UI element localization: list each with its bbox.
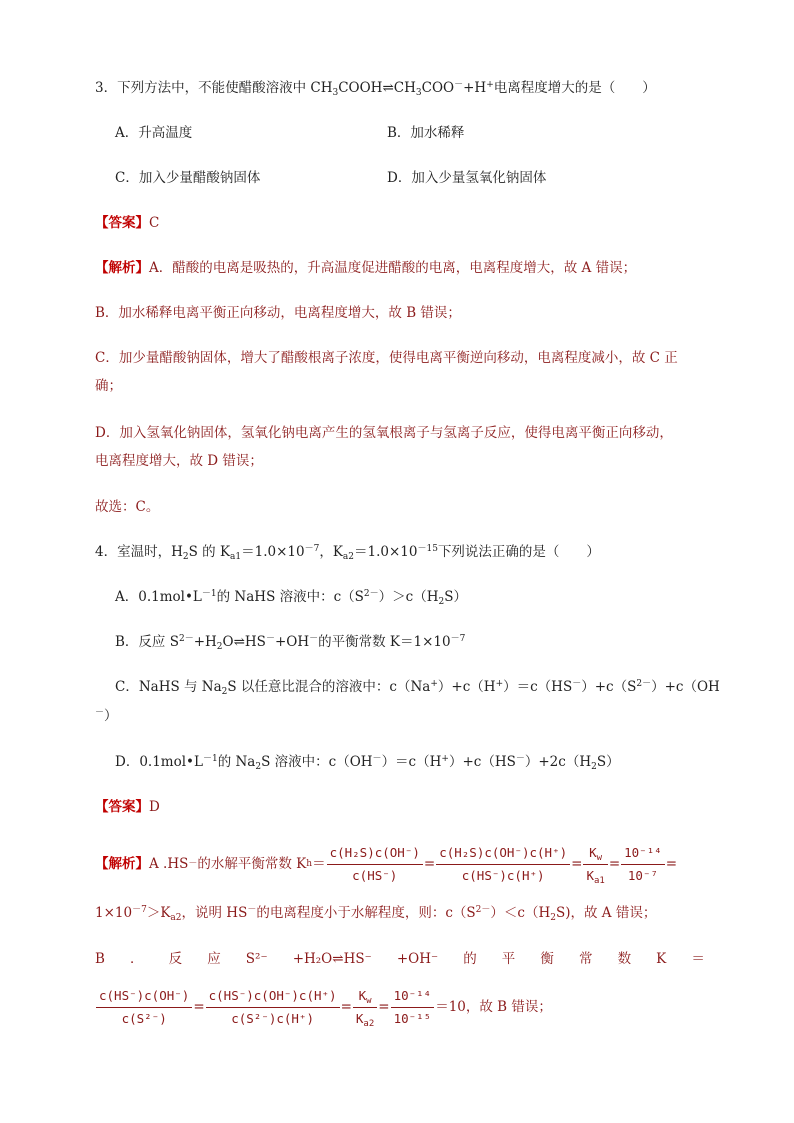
q3-analysis-d: D．加入氢氧化钠固体，氢氧化钠电离产生的氢氧根离子与氢离子反应，使得电离平衡正向移动，: [95, 425, 673, 441]
fraction-numeric-2: $\frac{\text{10⁻¹⁴}}{\text{10⁻¹⁵}}$: [391, 987, 435, 1028]
q4-option-c: C．NaHS 与 $Na_2S$ 以任意比混合的溶液中：$c(Na^+)+c(H^+)=c(HS^-)+c(S^{2-})+c(OH$: [115, 679, 720, 697]
q4-option-d: D．$0.1mol•L^{-1}$的 $Na_2S$ 溶液中：$c(OH^-)=c(H^+)+c(HS^-)+2c(H_2S)$: [115, 754, 620, 772]
q4-option-a: A．$0.1mol•L^{-1}$的 NaHS 溶液中：$c(S^{2-})>c(H_2S)$: [115, 589, 467, 607]
q3-analysis-d-cont: 电离程度增大，故 D 错误；: [95, 453, 263, 469]
q3-option-b: B．加水稀释: [387, 125, 465, 141]
q4-analysis-b-formula: $\frac{c(HS^-)c(OH^-)}{\text{c(S²⁻)}}$ = $\frac{c(HS^-)c(OH^-)c(H^+)}{\text{c(S²⁻)c(H⁺)}}$ = $\frac{K_w}{K_{a2}}$ = $\frac{\text{10⁻¹⁴}}{\text{10⁻¹⁵}}$ ＝10，故 B 错误；: [95, 985, 552, 1029]
fraction-kw-ka2: $\frac{K_w}{K_{a2}}$: [353, 987, 377, 1028]
q3-option-c: C．加入少量醋酸钠固体: [115, 170, 261, 186]
q4-stem: 4．室温时，$H_2S$ 的 $K_{a1}=1.0\times 10^{-7}$，$K_{a2}=1.0\times 10^{-15}$下列说法正确的是（ ）: [95, 544, 600, 562]
fraction-kw-ka1: $\frac{K_w}{K_{a1}}$: [583, 844, 607, 885]
q3-option-d: D．加入少量氢氧化钠固体: [387, 170, 547, 186]
fraction-numeric-1: $\frac{\text{10⁻¹⁴}}{\text{10⁻⁷}}$: [621, 844, 665, 885]
q4-analysis-b: B ． 反 应 S²⁻ +H₂O⇌HS⁻ +OH⁻ 的 平 衡 常 数 K ＝: [95, 951, 705, 967]
fraction-kh-2: $\frac{\text{c(H₂S)c(OH⁻)c(H⁺)}}{c(HS^-)c(H^+)}$: [436, 844, 570, 885]
q3-option-a: A．升高温度: [115, 125, 193, 141]
q3-analysis-c: C．加少量醋酸钠固体，增大了醋酸根离子浓度，使得电离平衡逆向移动，电离程度减小，故 C 正: [95, 350, 678, 366]
q3-analysis-c-cont: 确；: [95, 378, 122, 394]
q3-conclusion: 故选：C。: [95, 499, 160, 515]
q3-analysis-a: 【解析】A．醋酸的电离是吸热的，升高温度促进醋酸的电离，电离程度增大，故 A 错误；: [95, 260, 637, 276]
q4-analysis-a-cont: $1\times 10^{-7}>K_{a2}$，说明 HS－的电离程度小于水解程度，则：$c(S^{2-})<c(H_2S)$，故 A 错误；: [95, 905, 657, 923]
fraction-k-2: $\frac{c(HS^-)c(OH^-)c(H^+)}{\text{c(S²⁻)c(H⁺)}}$: [206, 987, 340, 1028]
q3-analysis-b: B．加水稀释电离平衡正向移动，电离程度增大，故 B 错误；: [95, 305, 461, 321]
q4-option-c-cont: －）: [95, 708, 118, 724]
q4-option-b: B．反应 $S^{2-}+H_2O\rightleftharpoons HS^-+OH^-$的平衡常数 $K=1\times 10^{-7}$: [115, 634, 466, 652]
fraction-kh-1: $\frac{\text{c(H₂S)c(OH⁻)}}{c(HS^-)}$: [327, 844, 423, 885]
q4-answer: 【答案】D: [95, 799, 160, 815]
q4-analysis-a: 【解析】 A .HS － 的水解平衡常数 K h ＝ $\frac{\text{c(H₂S)c(OH⁻)}}{c(HS^-)}$ = $\frac{\text{c(H₂S)c(OH⁻)c(H⁺)}}{c(HS^-)c(H^+)}$ = $\frac{K_w}{K_{a1}}$ = $\frac{\text{10⁻¹⁴}}{\text{10⁻⁷}}$ =: [95, 844, 678, 886]
q3-answer: 【答案】C: [95, 215, 160, 231]
fraction-k-1: $\frac{c(HS^-)c(OH^-)}{\text{c(S²⁻)}}$: [96, 987, 192, 1028]
q3-stem: 3．下列方法中，不能使醋酸溶液中 $CH_3COOH\rightleftharpoons CH_3COO^-+H^+$电离程度增大的是（ ）: [95, 80, 656, 98]
